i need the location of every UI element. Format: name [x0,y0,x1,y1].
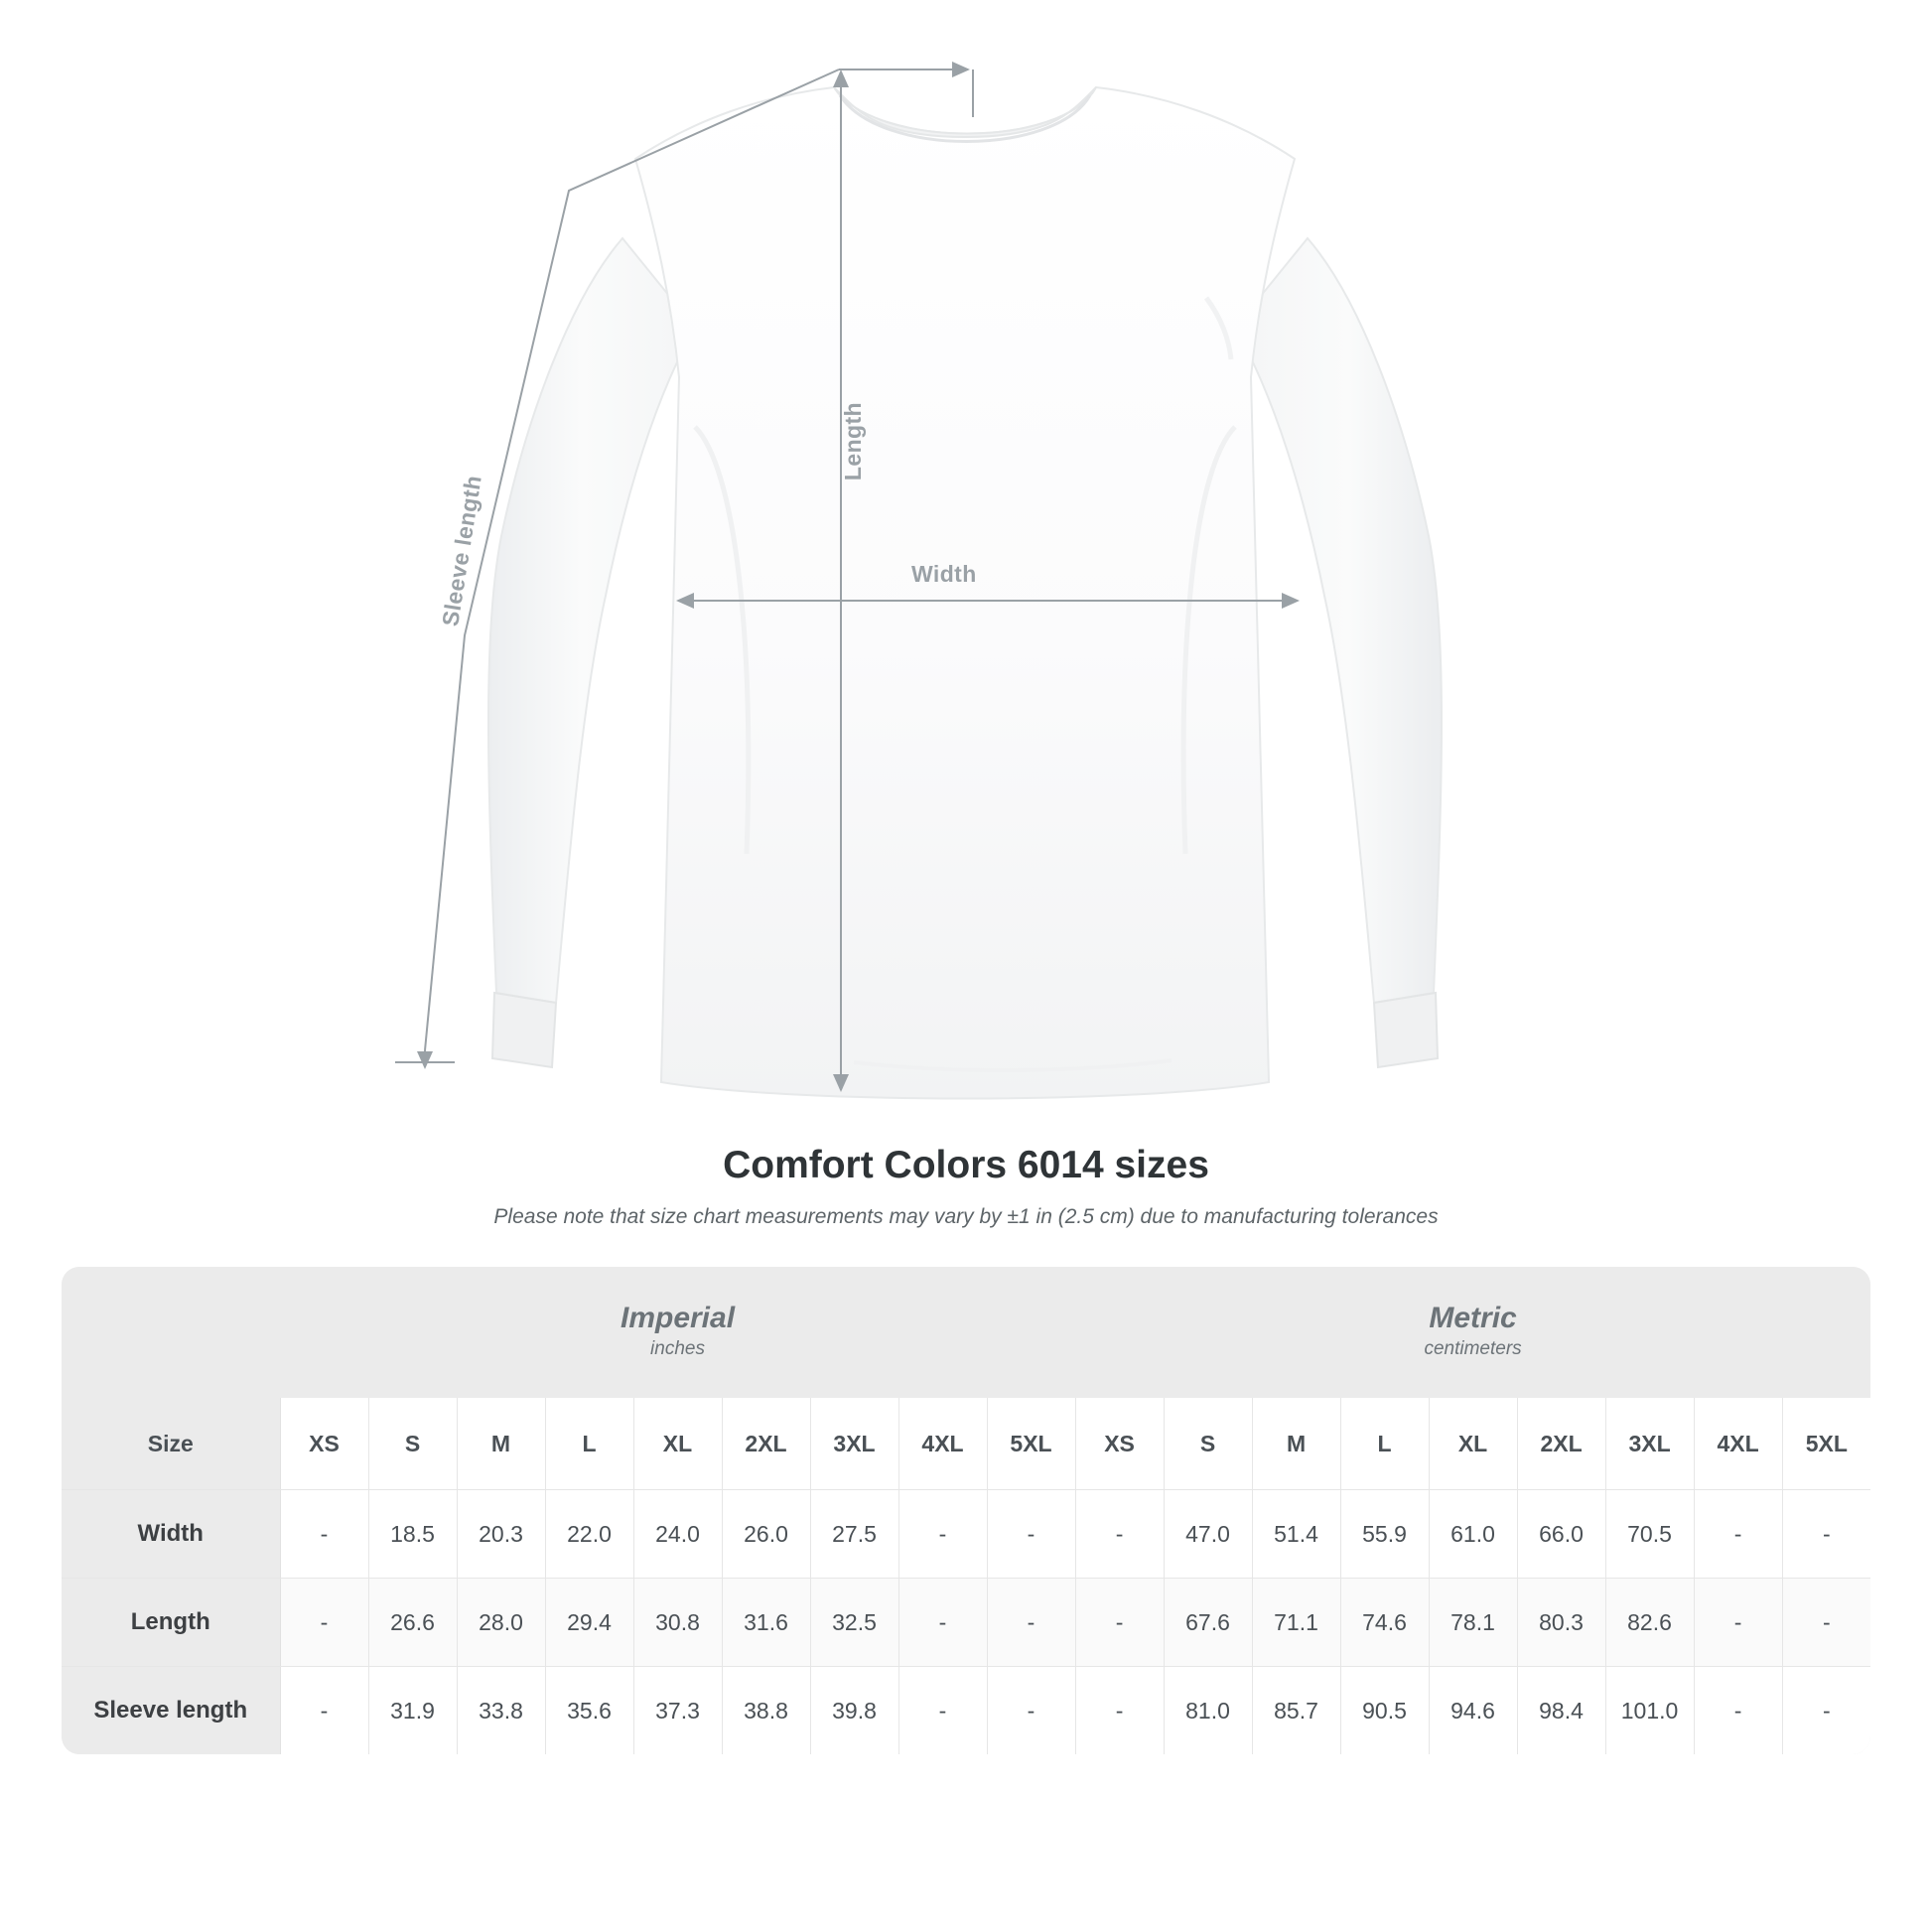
size-header-met-m: M [1252,1398,1340,1490]
cell-sleeve-met-5xl: - [1782,1667,1870,1755]
cell-width-met-m: 51.4 [1252,1490,1340,1579]
cell-width-met-xs: - [1075,1490,1164,1579]
size-header-imp-l: L [545,1398,633,1490]
cell-length-met-xl: 78.1 [1429,1579,1517,1667]
cell-width-imp-3xl: 27.5 [810,1490,898,1579]
cell-length-imp-m: 28.0 [457,1579,545,1667]
cell-length-imp-xl: 30.8 [633,1579,722,1667]
size-header-imp-5xl: 5XL [987,1398,1075,1490]
cell-width-imp-5xl: - [987,1490,1075,1579]
cell-width-imp-xs: - [280,1490,368,1579]
cell-length-met-3xl: 82.6 [1605,1579,1694,1667]
cell-length-met-m: 71.1 [1252,1579,1340,1667]
size-header-met-5xl: 5XL [1782,1398,1870,1490]
cell-width-met-s: 47.0 [1164,1490,1252,1579]
cell-sleeve-met-xl: 94.6 [1429,1667,1517,1755]
page-title: Comfort Colors 6014 sizes [723,1144,1209,1186]
size-header-met-3xl: 3XL [1605,1398,1694,1490]
cell-length-met-xs: - [1075,1579,1164,1667]
cell-length-met-5xl: - [1782,1579,1870,1667]
table-row [62,1667,1870,1755]
table-row [62,1579,1870,1667]
cell-length-met-s: 67.6 [1164,1579,1252,1667]
cell-length-imp-s: 26.6 [368,1579,457,1667]
cell-width-met-l: 55.9 [1340,1490,1429,1579]
width-label: Width [911,561,977,587]
size-table [62,1267,1870,1754]
cell-sleeve-imp-s: 31.9 [368,1667,457,1755]
cell-length-met-l: 74.6 [1340,1579,1429,1667]
cell-sleeve-imp-5xl: - [987,1667,1075,1755]
row-label-width: Width [62,1490,280,1579]
size-header-met-xs: XS [1075,1398,1164,1490]
row-label-length: Length [62,1579,280,1667]
size-column-header: Size [62,1398,280,1490]
cell-width-imp-s: 18.5 [368,1490,457,1579]
cell-length-imp-4xl: - [898,1579,987,1667]
imperial-unit-sub: inches [650,1338,705,1359]
metric-unit-header [1075,1267,1870,1398]
cell-width-met-3xl: 70.5 [1605,1490,1694,1579]
cell-length-imp-l: 29.4 [545,1579,633,1667]
cell-width-imp-m: 20.3 [457,1490,545,1579]
table-row [62,1490,1870,1579]
size-header-imp-xl: XL [633,1398,722,1490]
cell-sleeve-met-xs: - [1075,1667,1164,1755]
size-header-imp-4xl: 4XL [898,1398,987,1490]
cell-width-met-2xl: 66.0 [1517,1490,1605,1579]
metric-unit-sub: centimeters [1424,1338,1522,1359]
cell-length-imp-xs: - [280,1579,368,1667]
size-header-imp-3xl: 3XL [810,1398,898,1490]
tolerance-note: Please note that size chart measurements may vary by ±1 in (2.5 cm) due to manufacturing tolerances [493,1205,1439,1228]
cell-width-imp-xl: 24.0 [633,1490,722,1579]
cell-sleeve-imp-l: 35.6 [545,1667,633,1755]
size-header-imp-xs: XS [280,1398,368,1490]
cell-width-imp-2xl: 26.0 [722,1490,810,1579]
shirt-shape [488,87,1442,1099]
cell-sleeve-met-2xl: 98.4 [1517,1667,1605,1755]
size-header-row [62,1398,1870,1490]
size-header-met-xl: XL [1429,1398,1517,1490]
cell-sleeve-met-4xl: - [1694,1667,1782,1755]
unit-header-row [62,1267,1870,1398]
size-header-met-4xl: 4XL [1694,1398,1782,1490]
cell-width-met-5xl: - [1782,1490,1870,1579]
cell-sleeve-imp-2xl: 38.8 [722,1667,810,1755]
row-label-sleeve-length: Sleeve length [62,1667,280,1755]
cell-sleeve-met-s: 81.0 [1164,1667,1252,1755]
size-header-met-l: L [1340,1398,1429,1490]
cell-width-imp-4xl: - [898,1490,987,1579]
unit-header-spacer [62,1267,280,1398]
length-label: Length [840,402,866,482]
cell-sleeve-imp-xl: 37.3 [633,1667,722,1755]
cell-sleeve-imp-4xl: - [898,1667,987,1755]
size-header-met-s: S [1164,1398,1252,1490]
imperial-unit-title: Imperial [620,1301,736,1334]
cell-length-met-2xl: 80.3 [1517,1579,1605,1667]
cell-sleeve-imp-xs: - [280,1667,368,1755]
cell-sleeve-met-3xl: 101.0 [1605,1667,1694,1755]
imperial-unit-header [280,1267,1075,1398]
cell-width-imp-l: 22.0 [545,1490,633,1579]
cell-sleeve-imp-m: 33.8 [457,1667,545,1755]
sleeve-length-label: Sleeve length [437,473,486,628]
cell-length-imp-2xl: 31.6 [722,1579,810,1667]
cell-sleeve-met-l: 90.5 [1340,1667,1429,1755]
size-header-imp-m: M [457,1398,545,1490]
metric-unit-title: Metric [1429,1301,1517,1334]
size-header-imp-2xl: 2XL [722,1398,810,1490]
cell-length-imp-3xl: 32.5 [810,1579,898,1667]
cell-length-imp-5xl: - [987,1579,1075,1667]
cell-sleeve-imp-3xl: 39.8 [810,1667,898,1755]
size-header-imp-s: S [368,1398,457,1490]
size-header-met-2xl: 2XL [1517,1398,1605,1490]
cell-length-met-4xl: - [1694,1579,1782,1667]
size-table-wrapper [62,1267,1870,1754]
cell-width-met-4xl: - [1694,1490,1782,1579]
cell-width-met-xl: 61.0 [1429,1490,1517,1579]
cell-sleeve-met-m: 85.7 [1252,1667,1340,1755]
